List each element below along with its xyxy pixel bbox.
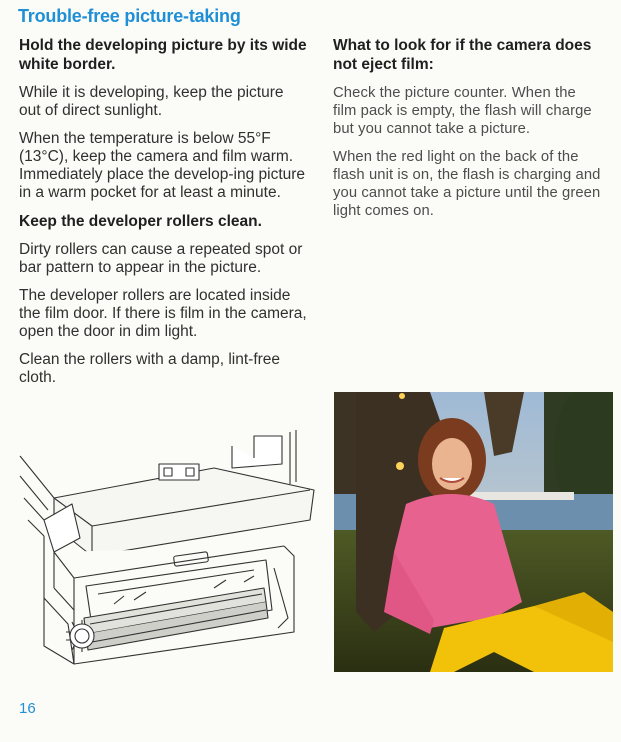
paragraph-dirty-rollers: Dirty rollers can cause a repeated spot or bar pattern to appear in the picture. [19, 241, 303, 276]
paragraph-flash-light: When the red light on the back of the flash unit is on, the flash is charging and you cannot take a picture until the green light comes on. [333, 149, 601, 219]
heading-no-eject: What to look for if the camera does not eject film: [333, 37, 592, 73]
camera-rollers-illustration [14, 428, 319, 673]
paragraph-sunlight: While it is developing, keep the picture out of direct sunlight. [19, 84, 284, 119]
paragraph-picture-counter: Check the picture counter. When the film pack is empty, the flash will charge but you cannot take a picture. [333, 85, 592, 137]
paragraph-temperature: When the temperature is below 55°F (13°C), keep the camera and film warm. Immediately place the develop-ing picture in a warm pocket for at least a minute. [19, 130, 306, 201]
paragraph-clean-rollers: Clean the rollers with a damp, lint-free cloth. [19, 351, 281, 386]
right-column [333, 36, 603, 230]
paragraph-rollers-location: The developer rollers are located inside the film door. If there is film in the camera, open the door in dim light. [19, 287, 307, 340]
heading-rollers-clean: Keep the developer rollers clean. [19, 213, 262, 230]
left-column [19, 36, 309, 397]
woman-by-tree-photo [334, 392, 613, 672]
heading-hold-picture: Hold the developing picture by its wide white border. [19, 37, 307, 73]
page-title: Trouble-free picture-taking [18, 6, 241, 26]
page-number: 16 [19, 700, 36, 717]
